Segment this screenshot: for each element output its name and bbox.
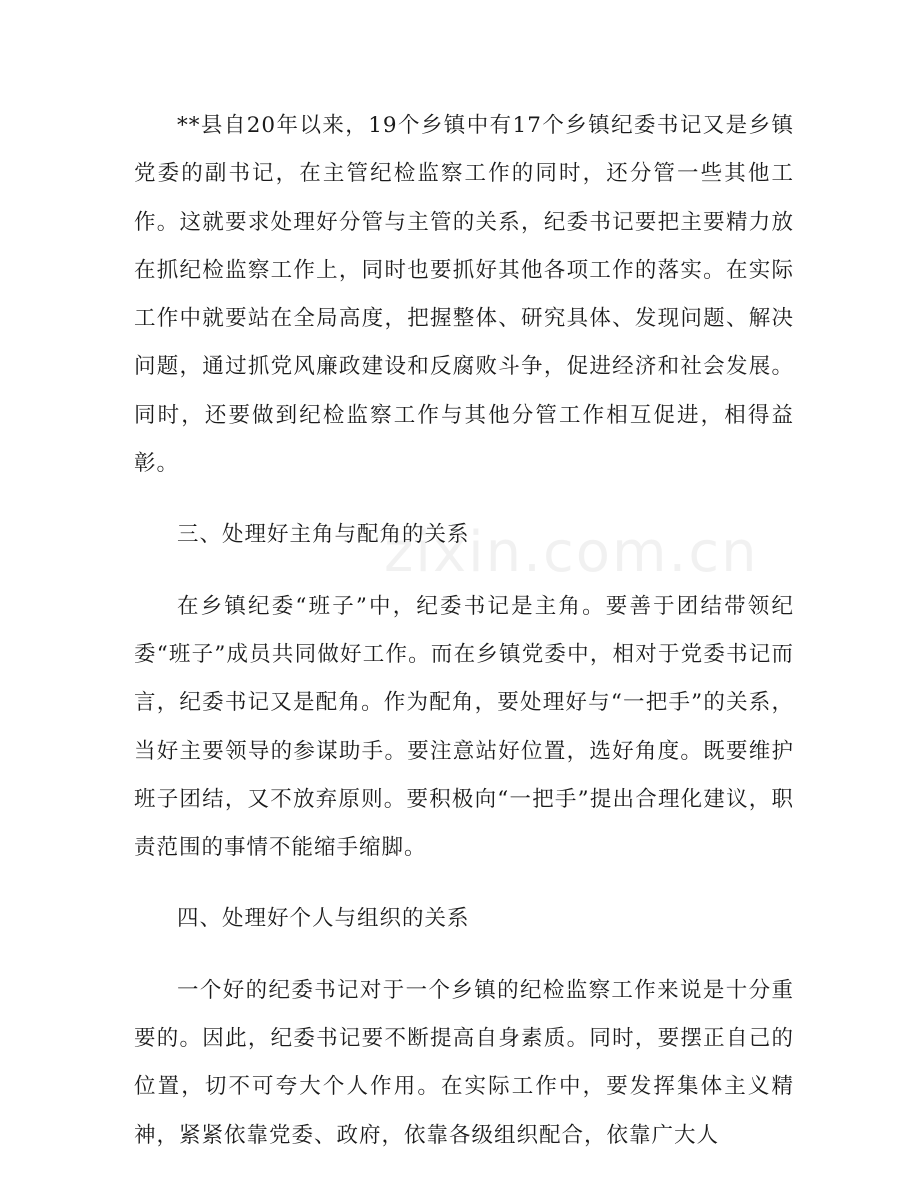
paragraph-gap	[134, 872, 794, 895]
body-paragraph-2: 在乡镇纪委“班子”中，纪委书记是主角。要善于团结带领纪委“班子”成员共同做好工作。而在乡镇党委中，相对于党委书记而言，纪委书记又是配角。作为配角，要处理好与“一把手”的关系，当好主要领导的参谋助手。要注意站好位置，选好角度。既要维护班子团结，又不放弃原则。要积极向“一把手”提出合理化建议，职责范围的事情不能缩手缩脚。	[134, 593, 794, 861]
section-heading-3: 三、处理好主角与配角的关系	[177, 522, 470, 548]
body-paragraph-1: **县自20年以来，19个乡镇中有17个乡镇纪委书记又是乡镇党委的副书记，在主管纪检监察工作的同时，还分管一些其他工作。这就要求处理好分管与主管的关系，纪委书记要把主要精力放在抓纪检监察工作上，同时也要抓好其他各项工作的落实。在实际工作中就要站在全局高度，把握整体、研究具体、发现问题、解决问题，通过抓党风廉政建设和反腐败斗争，促进经济和社会发展。同时，还要做到纪检监察工作与其他分管工作相互促进，相得益彰。	[134, 113, 794, 477]
paragraph-gap	[134, 488, 794, 511]
document-body	[134, 102, 794, 1160]
paragraph-gap	[134, 560, 794, 583]
section-heading-4: 四、处理好个人与组织的关系	[177, 906, 470, 932]
paragraph-gap	[134, 944, 794, 967]
body-paragraph-3: 一个好的纪委书记对于一个乡镇的纪检监察工作来说是十分重要的。因此，纪委书记要不断提高自身素质。同时，要摆正自己的位置，切不可夸大个人作用。在实际工作中，要发挥集体主义精神，紧紧依靠党委、政府，依靠各级组织配合，依靠广大人	[134, 977, 794, 1148]
watermark-text: zixin.com.cn	[384, 520, 759, 585]
